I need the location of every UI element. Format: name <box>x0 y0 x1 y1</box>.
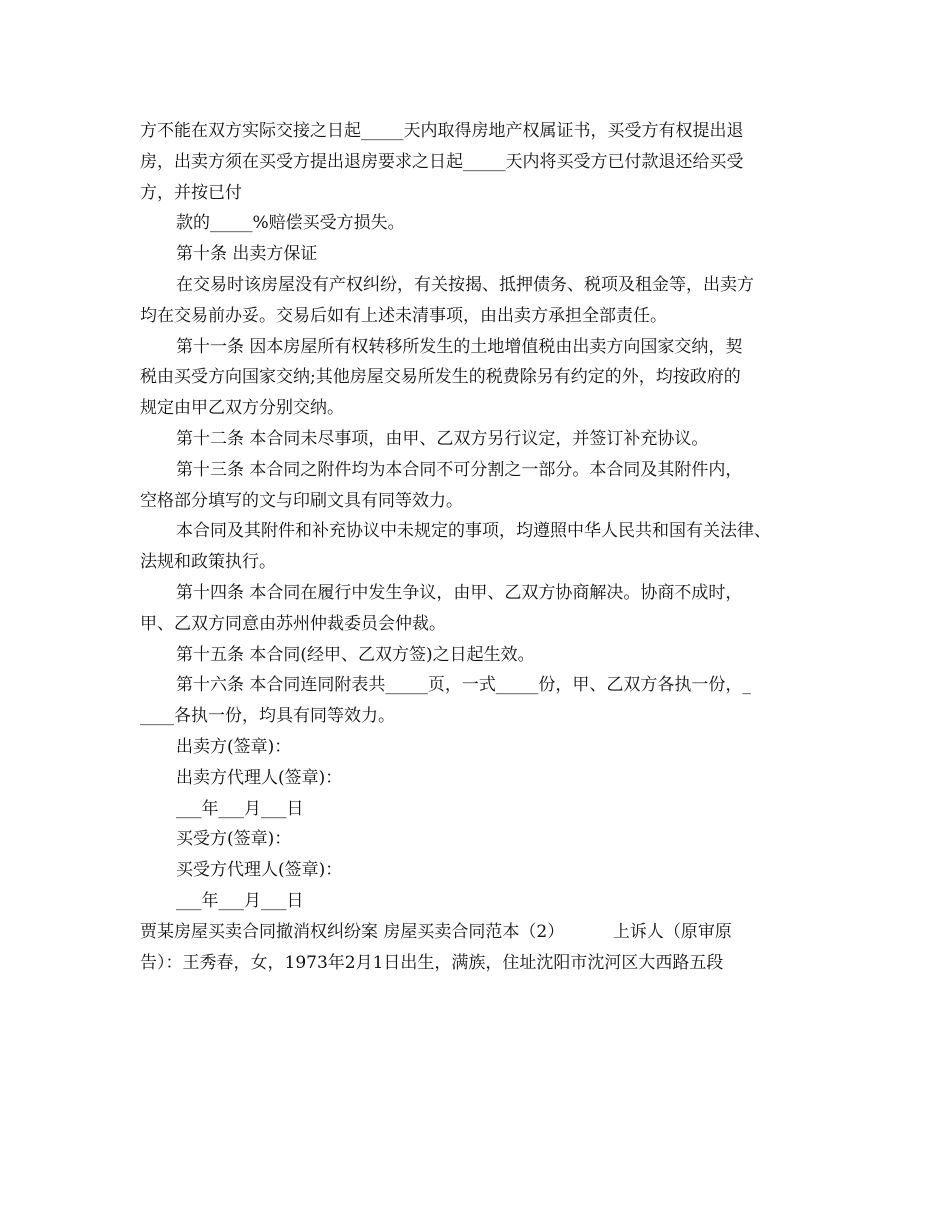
text-line: 房，出卖方须在买受方提出退房要求之日起_____天内将买受方已付款退还给买受 <box>140 151 744 172</box>
text-line: 出卖方代理人(签章)： <box>176 767 343 788</box>
document-body <box>140 116 820 978</box>
text-line: 规定由甲乙双方分别交纳。 <box>140 398 344 419</box>
text-line: 第十条 出卖方保证 <box>176 244 318 265</box>
text-line: 款的_____%赔偿买受方损失。 <box>176 213 405 234</box>
text-line: 甲、乙双方同意由苏州仲裁委员会仲裁。 <box>140 613 446 634</box>
text-line: 第十六条 本合同连同附表共_____页，一式_____份，甲、乙双方各执一份，_ <box>176 675 751 696</box>
text-line: 第十三条 本合同之附件均为本合同不可分割之一部分。本合同及其附件内， <box>176 459 743 480</box>
text-line: 法规和政策执行。 <box>140 552 276 573</box>
text-line: 买受方(签章)： <box>176 829 292 850</box>
text-line: 方，并按已付 <box>140 182 242 203</box>
text-line: 告）：王秀春，女，1973年2月1日出生，满族，住址沈阳市沈河区大西路五段 <box>140 952 724 973</box>
text-line: 第十一条 因本房屋所有权转移所发生的土地增值税由出卖方向国家交纳，契 <box>176 336 743 357</box>
text-line: 本合同及其附件和补充协议中未规定的事项，均遵照中华人民共和国有关法律、 <box>176 521 771 542</box>
text-line: 第十四条 本合同在履行中发生争议，由甲、乙双方协商解决。协商不成时， <box>176 582 743 603</box>
text-line: 第十五条 本合同(经甲、乙双方签)之日起生效。 <box>176 644 535 665</box>
text-line: 均在交易前办妥。交易后如有上述未清事项，由出卖方承担全部责任。 <box>140 305 667 326</box>
text-line: 买受方代理人(签章)： <box>176 860 343 881</box>
text-line: 税由买受方向国家交纳;其他房屋交易所发生的税费除另有约定的外，均按政府的 <box>140 367 741 388</box>
text-line: 出卖方(签章)： <box>176 736 292 757</box>
text-line: 第十二条 本合同未尽事项，由甲、乙双方另行议定，并签订补充协议。 <box>176 428 709 449</box>
text-line: ___年___月___日 <box>176 798 304 819</box>
text-line: 空格部分填写的文与印刷文具有同等效力。 <box>140 490 463 511</box>
text-line: 方不能在双方实际交接之日起_____天内取得房地产权属证书，买受方有权提出退 <box>140 121 744 141</box>
text-line: 贾某房屋买卖合同撤消权纠纷案 房屋买卖合同范本（2） 上诉人（原审原 <box>140 921 732 942</box>
text-line: ____各执一份，均具有同等效力。 <box>140 706 395 727</box>
text-line: ___年___月___日 <box>176 890 304 911</box>
text-line: 在交易时该房屋没有产权纠纷，有关按揭、抵押债务、税项及租金等，出卖方 <box>176 274 754 295</box>
